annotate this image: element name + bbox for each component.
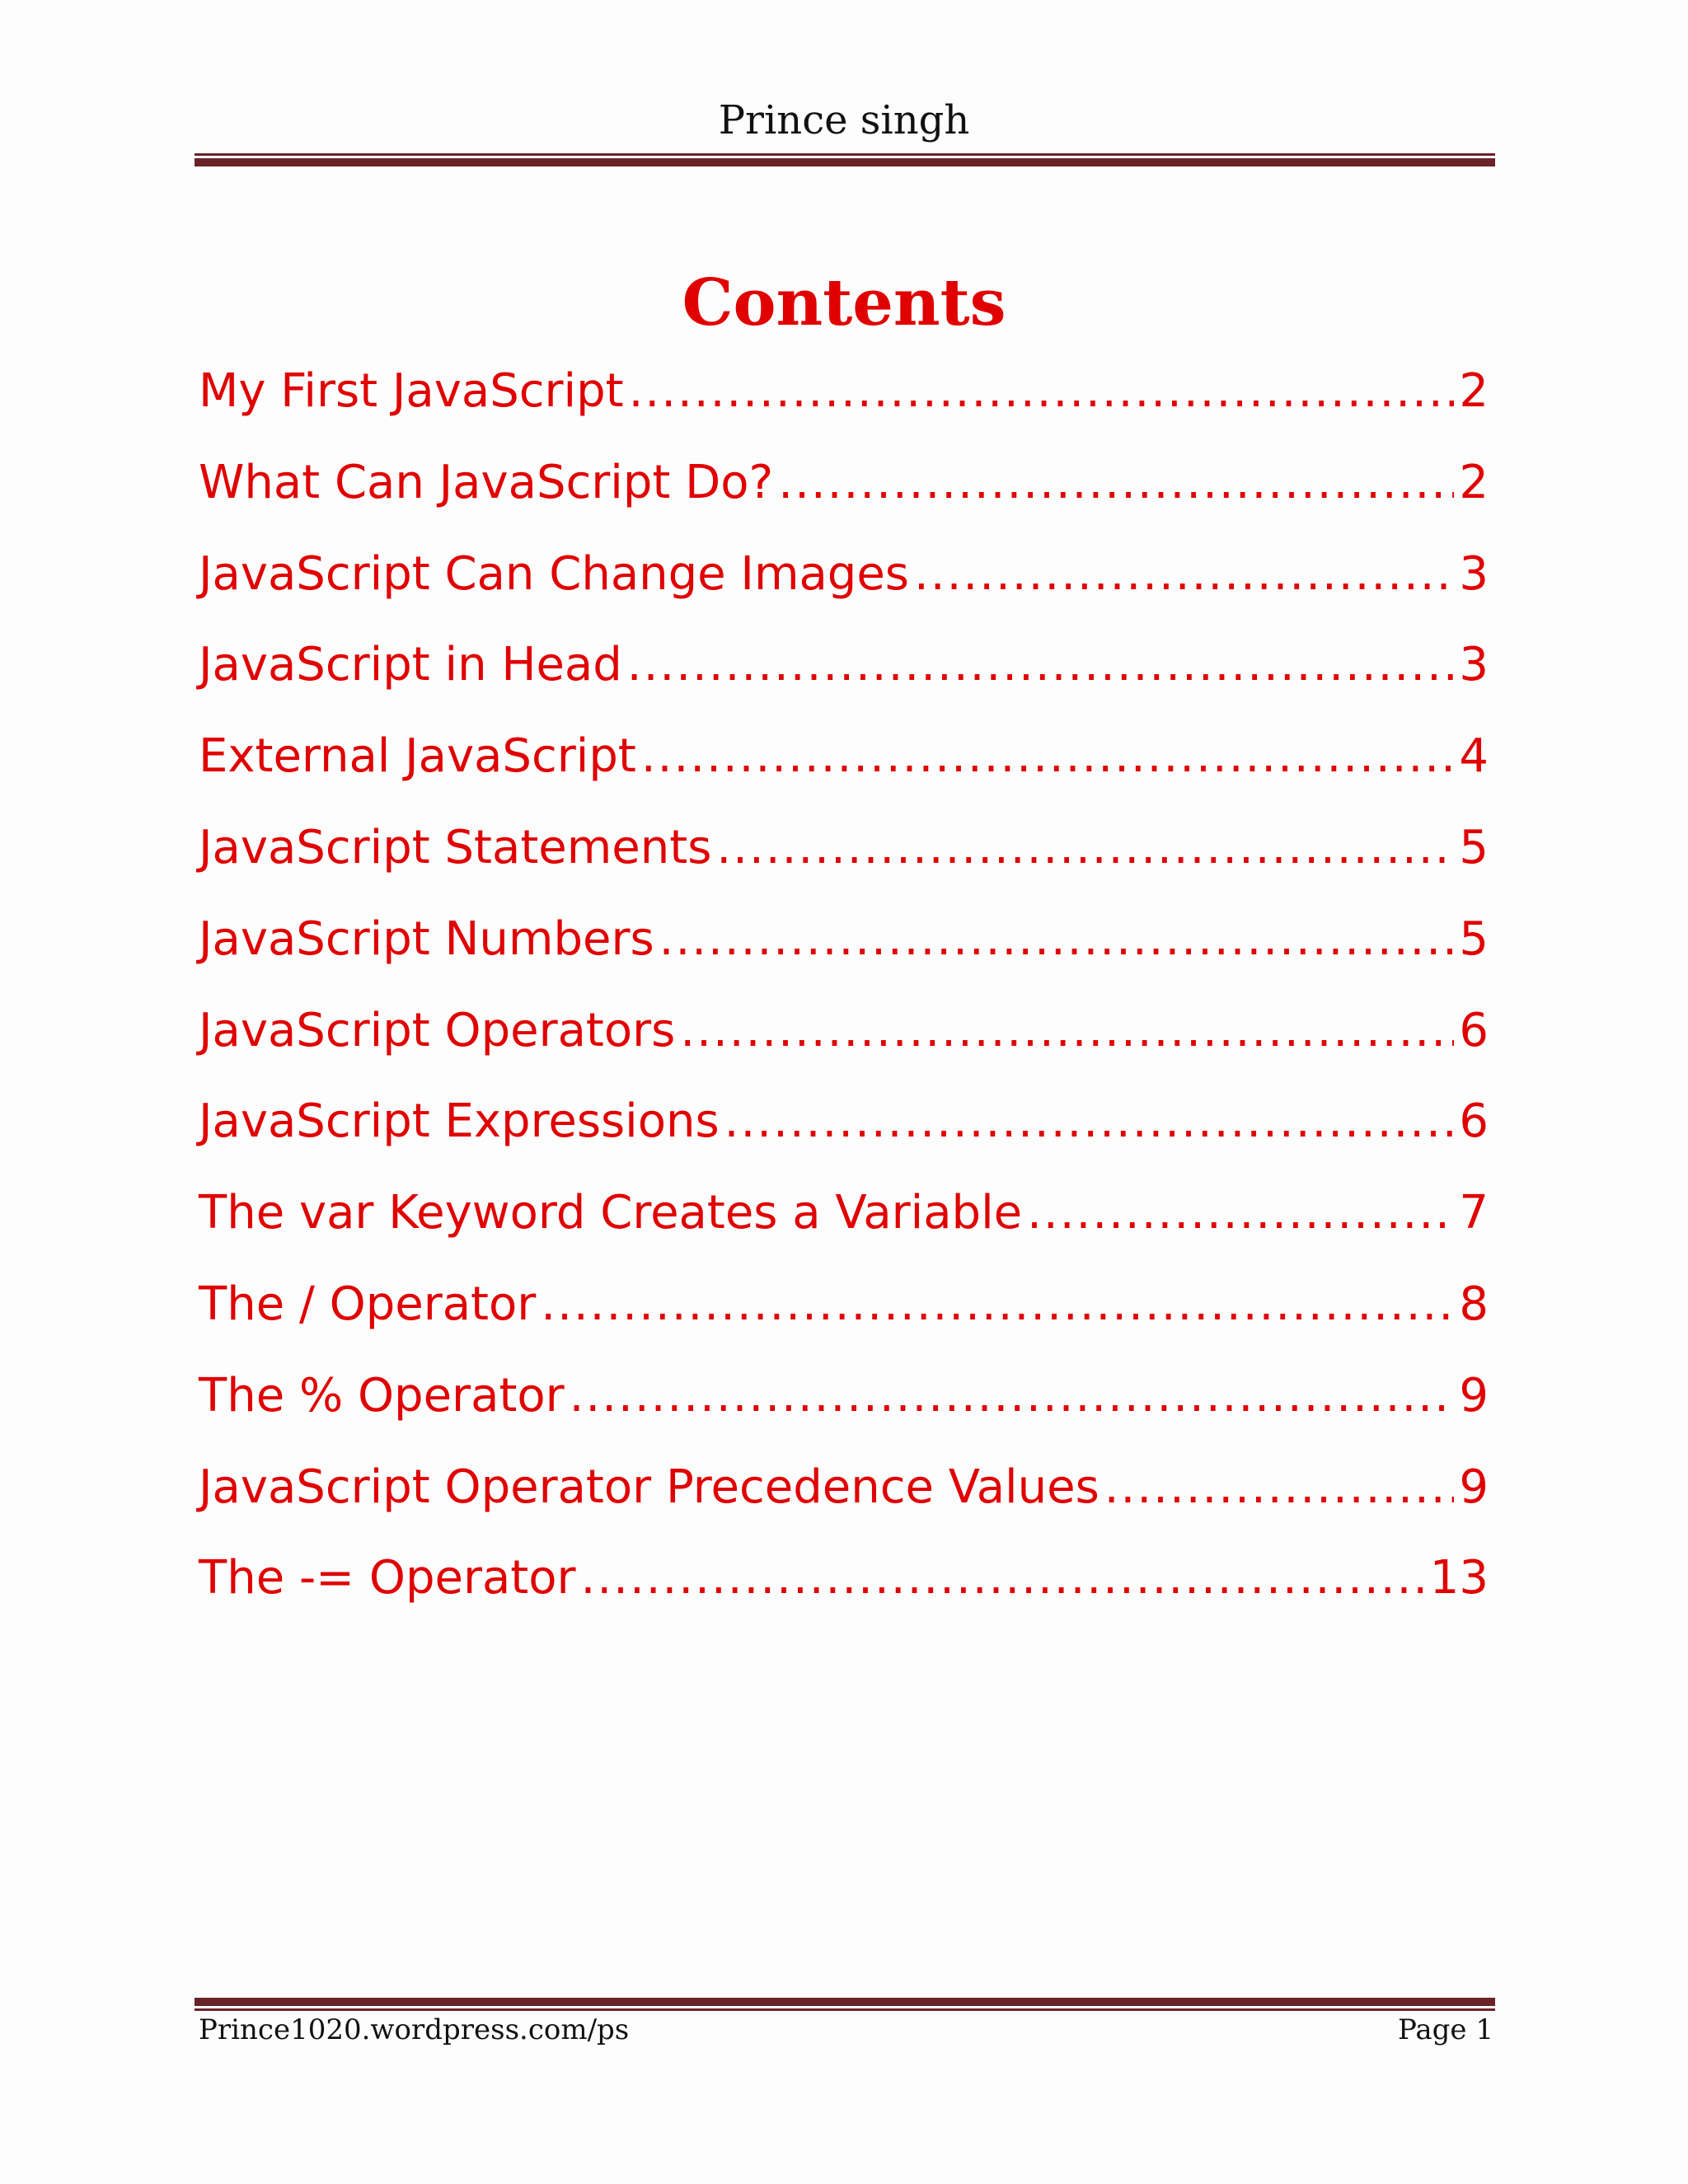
toc-dot-leader [1104,1442,1455,1534]
toc-entry-page: 2 [1459,364,1489,418]
toc-entry-page: 9 [1459,1368,1489,1422]
toc-entry[interactable] [199,986,1489,1077]
toc-entry-title: JavaScript Statements [199,820,712,874]
toc-dot-leader [680,986,1454,1077]
page-header-title: Prince singh [718,97,970,143]
footer-rule [195,1998,1495,2011]
footer-page-number: Page 1 [1398,2013,1493,2046]
toc-entry-title: My First JavaScript [199,364,624,418]
toc-dot-leader [778,438,1454,529]
toc-entry[interactable] [199,1351,1489,1442]
toc-entry[interactable] [199,346,1489,438]
toc-entry-title: JavaScript Operator Precedence Values [199,1460,1100,1514]
toc-entry-page: 2 [1459,455,1489,509]
toc-entry-title: JavaScript Can Change Images [199,546,909,601]
table-of-contents [199,346,1489,1624]
toc-entry[interactable] [199,803,1489,894]
toc-entry-title: External JavaScript [199,729,636,784]
toc-entry-title: JavaScript Numbers [199,912,654,966]
toc-entry[interactable] [199,1076,1489,1168]
toc-entry-title: JavaScript Operators [199,1003,676,1057]
toc-entry-page: 4 [1459,729,1489,784]
toc-entry-page: 5 [1459,820,1489,874]
toc-dot-leader [1027,1168,1454,1259]
toc-dot-leader [659,894,1455,986]
footer-url: Prince1020.wordpress.com/ps [199,2013,630,2046]
toc-entry-page: 3 [1459,638,1489,692]
toc-dot-leader [716,803,1454,894]
toc-dot-leader [724,1076,1455,1168]
toc-dot-leader [570,1351,1455,1442]
toc-entry-title: JavaScript Expressions [199,1094,720,1149]
toc-entry[interactable] [199,894,1489,986]
toc-dot-leader [541,1259,1454,1351]
toc-entry[interactable] [199,620,1489,711]
toc-entry-page: 6 [1459,1094,1489,1149]
toc-heading: Contents [682,265,1006,340]
toc-dot-leader [629,346,1455,438]
toc-entry[interactable] [199,1442,1489,1534]
toc-dot-leader [914,529,1454,621]
toc-entry-title: The / Operator [199,1277,537,1331]
toc-dot-leader [581,1533,1425,1624]
toc-entry-page: 13 [1429,1551,1489,1605]
toc-entry-title: The % Operator [199,1368,565,1422]
toc-entry[interactable] [199,1259,1489,1351]
toc-entry[interactable] [199,1168,1489,1259]
toc-entry-page: 3 [1459,546,1489,601]
toc-dot-leader [627,620,1455,711]
toc-entry[interactable] [199,438,1489,529]
toc-entry[interactable] [199,1533,1489,1624]
toc-entry[interactable] [199,711,1489,803]
toc-entry-page: 9 [1459,1460,1489,1514]
toc-entry-title: The -= Operator [199,1551,576,1605]
toc-dot-leader [641,711,1455,803]
toc-entry-page: 5 [1459,912,1489,966]
header-rule [195,153,1495,166]
toc-entry-title: JavaScript in Head [199,638,622,692]
toc-entry-title: What Can JavaScript Do? [199,455,774,509]
toc-entry[interactable] [199,529,1489,621]
toc-entry-page: 6 [1459,1003,1489,1057]
toc-entry-title: The var Keyword Creates a Variable [199,1186,1023,1240]
toc-entry-page: 8 [1459,1277,1489,1331]
toc-entry-page: 7 [1459,1186,1489,1240]
